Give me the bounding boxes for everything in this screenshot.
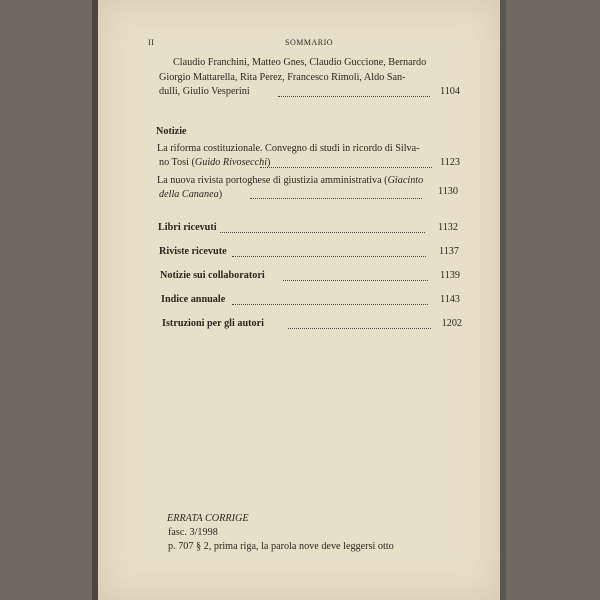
errata-line-2: p. 707 § 2, prima riga, la parola nove deve leggersi otto (168, 541, 394, 552)
section-page: 1143 (440, 294, 460, 305)
section-page: 1139 (440, 270, 460, 281)
page-shadow-right (500, 0, 506, 600)
section-page: 1137 (439, 246, 459, 257)
section-page: 1132 (438, 222, 458, 233)
leader-dots (278, 96, 430, 97)
errata-line-1: fasc. 3/1998 (168, 527, 218, 538)
authors-line-1: Claudio Franchini, Matteo Gnes, Claudio Guccione, Bernardo (173, 57, 427, 68)
notizie-item-1-page: 1123 (440, 157, 460, 168)
notizie-item-1-line-1: La riforma costituzionale. Convegno di studi in ricordo di Silva- (157, 143, 420, 154)
leader-dots (250, 198, 422, 199)
notizie-item-2-line-2: della Cananea) (159, 189, 223, 200)
authors-line-2: Giorgio Mattarella, Rita Perez, Francesco Rimoli, Aldo San- (159, 72, 406, 83)
notizie-item-1-line-2: no Tosi (Guido Rivosecchi) (159, 157, 271, 168)
leader-dots (288, 328, 431, 329)
section-page: 1202 (441, 318, 462, 329)
running-title: SOMMARIO (285, 38, 334, 47)
notizie-item-2-page: 1130 (438, 186, 458, 197)
leader-dots (232, 256, 426, 257)
leader-dots (260, 167, 432, 168)
notizie-item-2-line-1: La nuova rivista portoghese di giustizia amministrativa (Giacinto (157, 175, 424, 186)
authors-line-3: dulli, Giulio Vesperini (159, 86, 250, 97)
notizie-heading: Notizie (156, 126, 187, 137)
section-label: Istruzioni per gli autori (162, 318, 264, 329)
authors-page: 1104 (440, 86, 460, 97)
page-number: II (148, 38, 155, 47)
section-label: Libri ricevuti (158, 222, 217, 233)
section-label: Indice annuale (161, 294, 226, 305)
section-label: Notizie sui collaboratori (160, 270, 265, 281)
errata-title: ERRATA CORRIGE (167, 513, 249, 524)
leader-dots (283, 280, 428, 281)
leader-dots (232, 304, 428, 305)
leader-dots (220, 232, 425, 233)
section-label: Riviste ricevute (159, 246, 227, 257)
